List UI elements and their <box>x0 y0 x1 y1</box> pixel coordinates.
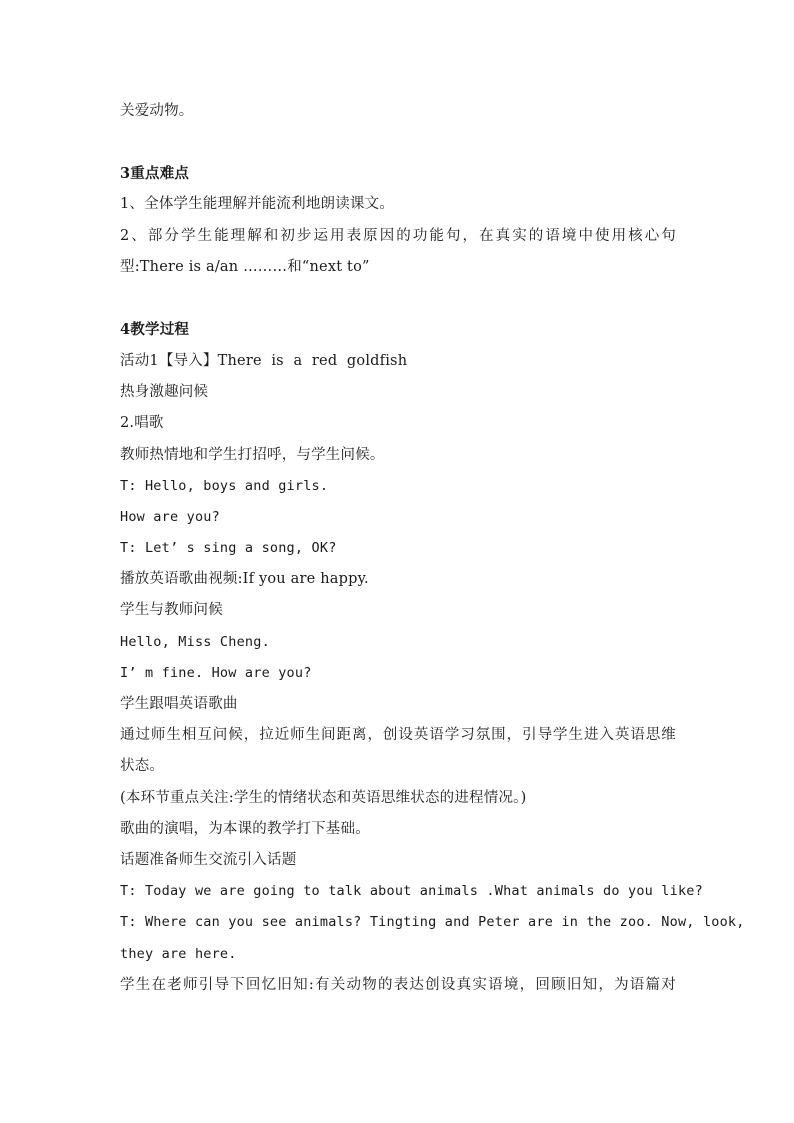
dialogue-line: they are here. <box>120 946 237 962</box>
text-line: 播放英语歌曲视频:If you are happy. <box>120 571 369 587</box>
text-line: 教师热情地和学生打招呼，与学生问候。 <box>120 447 385 463</box>
text-line: 学生与教师问候 <box>120 602 223 618</box>
activity-title: 活动1【导入】There is a red goldfish <box>120 353 408 369</box>
dialogue-line: How are you? <box>120 509 220 525</box>
dialogue-line: Hello, Miss Cheng. <box>120 634 270 650</box>
text-line: 2、部分学生能理解和初步运用表原因的功能句，在真实的语境中使用核心句 <box>120 228 676 244</box>
text-line: 学生在老师引导下回忆旧知:有关动物的表达创设真实语境，回顾旧知，为语篇对 <box>120 977 676 993</box>
text-line: 通过师生相互问候，拉近师生间距离，创设英语学习氛围，引导学生进入英语思维 <box>120 727 676 743</box>
text-line: 歌曲的演唱，为本课的教学打下基础。 <box>120 821 370 837</box>
text-line: 关爱动物。 <box>120 103 194 119</box>
text-line: 学生跟唱英语歌曲 <box>120 696 238 712</box>
text-line: 热身激趣问候 <box>120 384 209 400</box>
text-line: 状态。 <box>120 758 165 774</box>
text-line: 2.唱歌 <box>120 415 164 431</box>
dialogue-line: T: Let’ s sing a song, OK? <box>120 540 337 556</box>
text-line: 话题准备师生交流引入话题 <box>120 852 297 868</box>
dialogue-line: T: Today we are going to talk about animals .What animals do you like? <box>120 883 703 899</box>
dialogue-line: T: Where can you see animals? Tingting and Peter are in the zoo. Now, look, <box>120 914 745 930</box>
dialogue-line: T: Hello, boys and girls. <box>120 478 329 494</box>
section-heading: 3重点难点 <box>120 165 190 182</box>
dialogue-line: I’ m fine. How are you? <box>120 665 312 681</box>
text-line: 型:There is a/an ………和“next to” <box>120 259 370 275</box>
text-line: (本环节重点关注:学生的情绪状态和英语思维状态的进程情况。) <box>120 790 527 806</box>
text-line: 1、全体学生能理解并能流利地朗读课文。 <box>120 196 395 212</box>
section-heading: 4教学过程 <box>120 321 190 338</box>
